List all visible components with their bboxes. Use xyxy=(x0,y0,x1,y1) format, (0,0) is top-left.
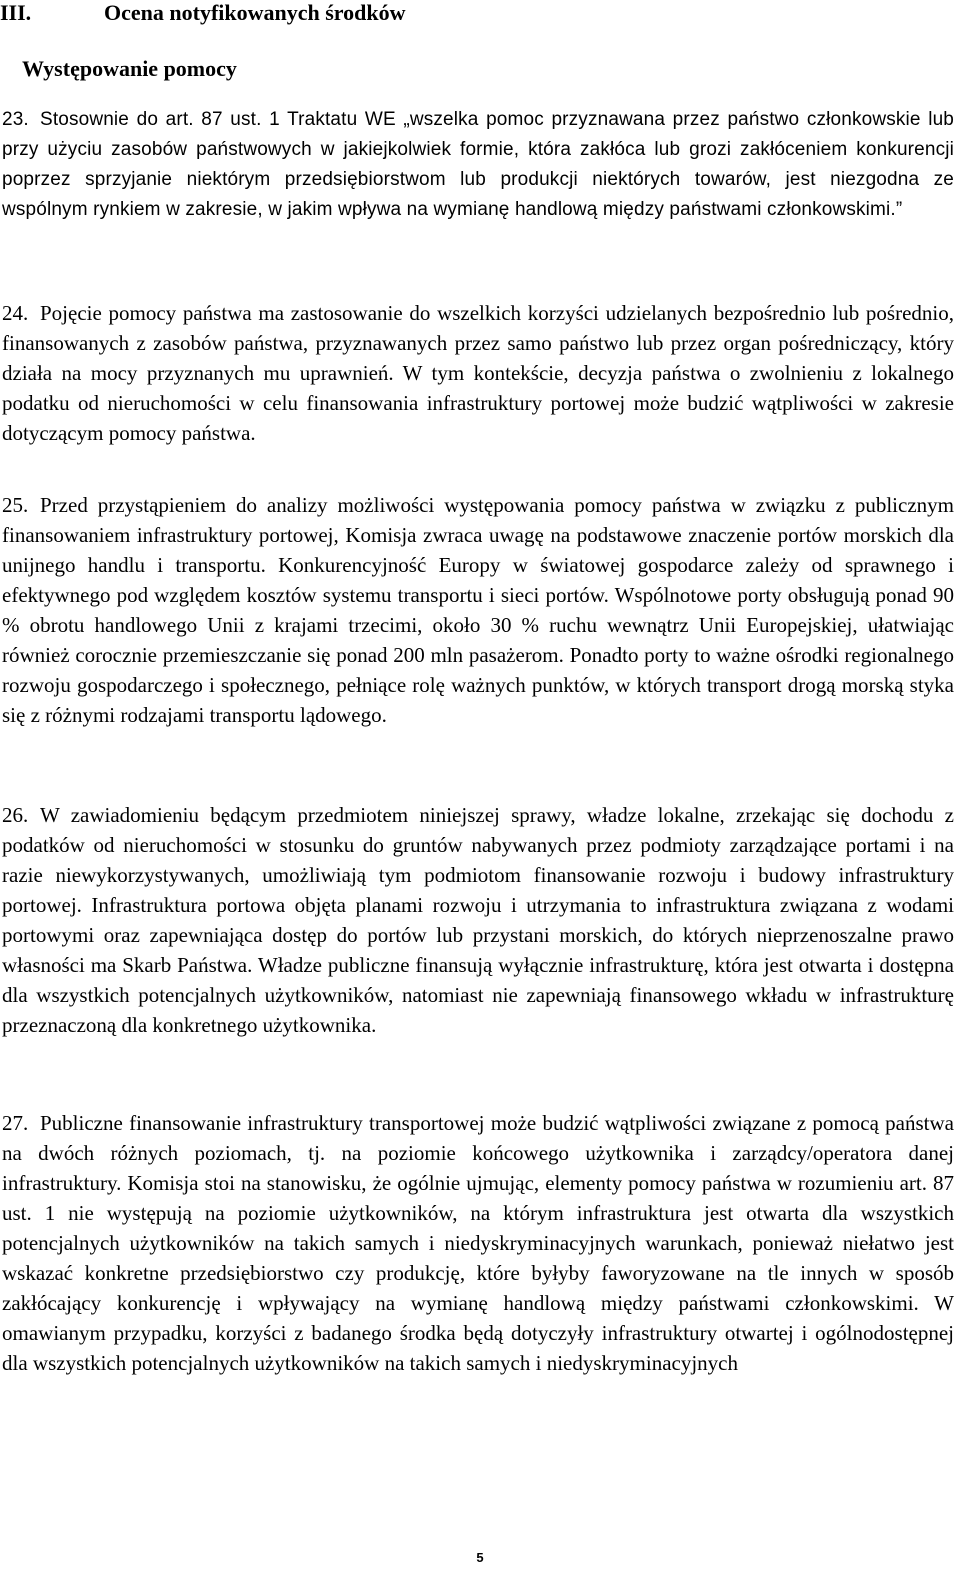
section-number: III. xyxy=(0,0,32,25)
paragraph-number: 26. xyxy=(2,803,29,827)
paragraph-27 xyxy=(2,1108,954,1378)
paragraph-text: Przed przystąpieniem do analizy możliwości występowania pomocy państwa w związku z publicznym finansowaniem infrastruktury portowej, Komisja zwraca uwagę na podstawowe znaczenie portów morskich dla unijnego handlu i transportu. Konkurencyjność Europy w światowej gospodarce zależy od sprawnego i efektywnego pod względem kosztów systemu transportu i sieci portów. Wspólnotowe porty obsługują ponad 90 % obrotu handlowego Unii z krajami trzecimi, około 30 % ruchu wewnątrz Unii Europejskiej, ułatwiając również corocznie przemieszczanie się ponad 200 mln pasażerom. Ponadto porty to ważne ośrodki regionalnego rozwoju gospodarczego i społecznego, pełniące rolę ważnych punktów, w których transport drogą morską styka się z różnymi rodzajami transportu lądowego. xyxy=(2,493,954,727)
subsection-heading: Występowanie pomocy xyxy=(22,56,237,81)
paragraph-text: Publiczne finansowanie infrastruktury transportowej może budzić wątpliwości związane z pomocą państwa na dwóch różnych poziomach, tj. na poziomie końcowego użytkownika i zarządcy/operatora danej infrastruktury. Komisja stoi na stanowisku, że ogólnie ujmując, elementy pomocy państwa w rozumieniu art. 87 ust. 1 nie występują na poziomie użytkowników, na którym infrastruktura jest otwarta dla wszystkich potencjalnych użytkowników na takich samych i niedyskryminacyjnych warunkach, ponieważ niełatwo jest wskazać konkretne przedsiębiorstwo czy produkcję, które byłyby faworyzowane na tle innych w sposób zakłócający konkurencję i wpływający na wymianę handlową między państwami członkowskimi. W omawianym przypadku, korzyści z badanego środka będą dotyczyły infrastruktury otwartej i ogólnodostępnej dla wszystkich potencjalnych użytkowników na takich samych i niedyskryminacyjnych xyxy=(2,1111,954,1375)
paragraph-text: W zawiadomieniu będącym przedmiotem niniejszej sprawy, władze lokalne, zrzekając się dochodu z podatków od nieruchomości w stosunku do gruntów nabywanych przez podmioty zarządzające portami i na razie niewykorzystywanych, umożliwiają tym podmiotom finansowanie rozwoju i budowy infrastruktury portowej. Infrastruktura portowa objęta planami rozwoju i utrzymania to infrastruktura związana z wodami portowymi oraz zapewniająca dostęp do portów lub przystani morskich, do których nieprzenoszalne prawo własności ma Skarb Państwa. Władze publiczne finansują wyłącznie infrastrukturę, która jest otwarta i dostępna dla wszystkich potencjalnych użytkowników, natomiast nie zapewniają finansowego wkładu w infrastrukturę przeznaczoną dla konkretnego użytkownika. xyxy=(2,803,954,1037)
paragraph-text: Pojęcie pomocy państwa ma zastosowanie do wszelkich korzyści udzielanych bezpośrednio lub pośrednio, finansowanych z zasobów państwa, przyznawanych przez samo państwo lub przez organ pośredniczący, który działa na mocy przyznanych mu uprawnień. W tym kontekście, decyzja państwa o zwolnieniu z lokalnego podatku od nieruchomości w celu finansowania infrastruktury portowej może budzić wątpliwości w zakresie dotyczącym pomocy państwa. xyxy=(2,301,954,445)
page-number: 5 xyxy=(476,1550,484,1565)
paragraph-24 xyxy=(2,298,954,448)
paragraph-25 xyxy=(2,490,954,730)
paragraph-text: Stosownie do art. 87 ust. 1 Traktatu WE „wszelka pomoc przyznawana przez państwo członkowskie lub przy użyciu zasobów państwowych w jakiejkolwiek formie, która zakłóca lub grozi zakłóceniem konkurencji poprzez sprzyjanie niektórym przedsiębiorstwom lub produkcji niektórych towarów, jest niezgodna ze wspólnym rynkiem w zakresie, w jakim wpływa na wymianę handlową między państwami członkowskimi.” xyxy=(2,109,954,220)
paragraph-number: 25. xyxy=(2,493,29,517)
paragraph-23 xyxy=(2,105,954,225)
paragraph-26 xyxy=(2,800,954,1040)
paragraph-number: 27. xyxy=(2,1111,29,1135)
paragraph-number: 23. xyxy=(2,109,29,130)
section-heading xyxy=(0,0,406,28)
paragraph-number: 24. xyxy=(2,301,29,325)
section-title: Ocena notyfikowanych środków xyxy=(104,0,406,25)
